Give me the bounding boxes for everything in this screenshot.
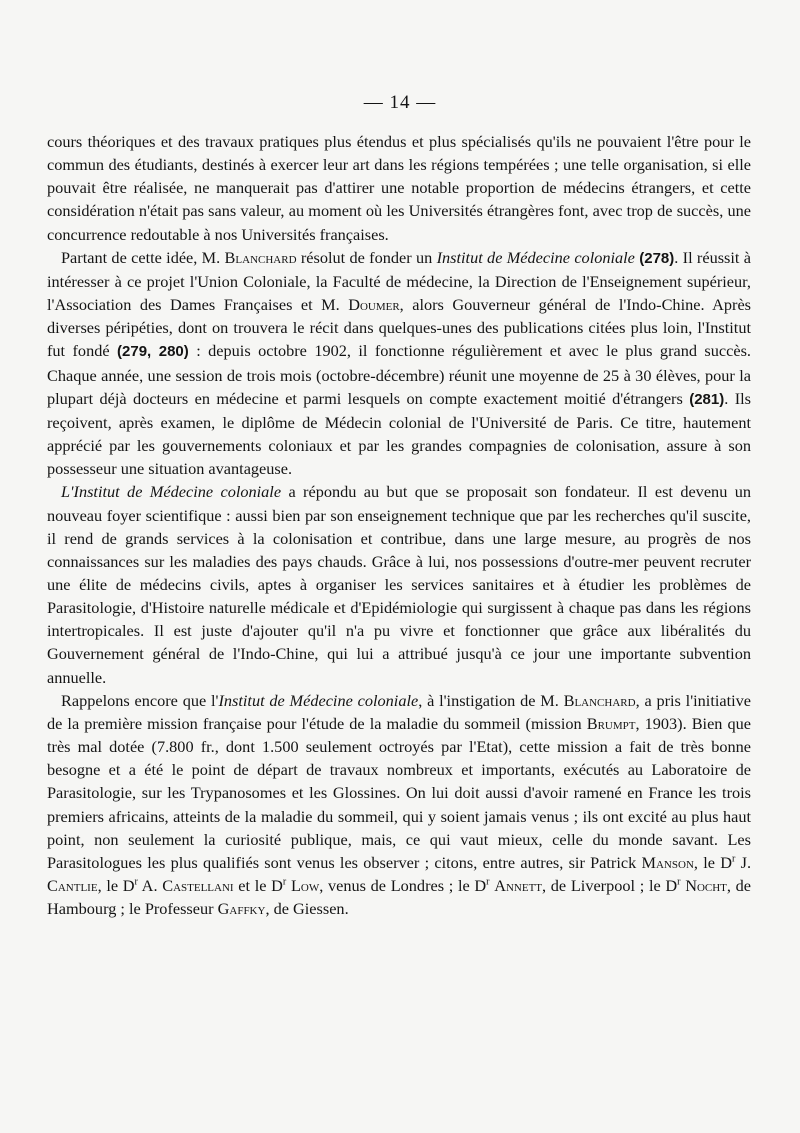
- reference-number: (279, 280): [117, 343, 189, 361]
- person-name: Blanchard: [224, 247, 297, 267]
- person-name: Gaffky: [217, 899, 266, 919]
- text-run: , de Hambourg ; le Professeur: [47, 876, 752, 919]
- italic-title: Institut de Médecine coloniale: [218, 690, 419, 710]
- text-run: , a pris l'initiative de la première mission française pour l'étude de la maladie du sommeil (mission: [47, 690, 752, 733]
- person-name: Brumpt: [586, 713, 636, 733]
- person-name: Manson: [641, 852, 694, 872]
- text-run: et le D: [233, 876, 283, 895]
- person-name: Low: [290, 876, 320, 895]
- text-run: . Il réussit à intéresser à ce projet l'Union Coloniale, la Faculté de médecine, la Direction de l'Enseignement supérieur, l'Association des Dames Françaises et M.: [47, 247, 751, 315]
- text-run: , venus de Londres ; le D: [319, 876, 487, 895]
- text-run: , à l'instigation de M.: [418, 690, 564, 710]
- superscript: r: [134, 876, 138, 888]
- superscript: r: [732, 853, 736, 865]
- paragraph-2: [47, 246, 751, 481]
- text-run: cours théoriques et des travaux pratiques plus étendus et plus spécialisés qu'ils ne pouvaient l'être pour le commun des étudiants, destinés à exercer leur art dans les régions tempérées ; une telle organisation, si elle pouvait être réalisée, ne manquerait pas d'attirer une notable proportion de médecins étrangers, et cette considération n'était pas sans valeur, au moment où les Universités étrangères font, avec trop de succès, une concurrence redoutable à nos Universités françaises.: [47, 132, 751, 244]
- person-name: Blanchard: [563, 690, 636, 710]
- paragraph-4: [47, 689, 751, 921]
- text-run: , de Giessen.: [265, 899, 349, 919]
- superscript: r: [486, 876, 490, 888]
- person-name: Doumer: [348, 295, 400, 315]
- body-text: [47, 130, 751, 920]
- text-run: , alors Gouverneur général de l'Indo-Chine. Après diverses péripéties, dont on trouvera le récit dans quelques-unes des publications citées plus loin, l'Institut fut fondé: [47, 295, 752, 361]
- person-name: Annett: [494, 876, 543, 895]
- page-number: — 14 —: [363, 92, 437, 113]
- text-run: , le D: [97, 876, 135, 895]
- person-name: Castellani: [162, 876, 234, 895]
- italic-title: Institut de Médecine coloniale: [436, 247, 635, 267]
- text-run: , le D: [693, 852, 732, 872]
- text-run: A.: [137, 876, 163, 895]
- person-name: Nocht: [685, 876, 727, 895]
- reference-number: (281): [689, 390, 725, 408]
- text-run: : depuis octobre 1902, il fonctionne régulièrement et avec le plus grand succès. Chaque année, une session de trois mois (octobre-décembre) réunit une moyenne de 25 à 30 élèves, pour la plupart déjà docteurs en médecine et parmi lesquels on compte exactement moitié d'étrangers: [47, 341, 751, 408]
- person-name: Cantlie: [47, 876, 98, 895]
- paragraph-3: [47, 480, 751, 688]
- text-run: Partant de cette idée, M.: [61, 247, 225, 267]
- italic-title: L'Institut de Médecine coloniale: [61, 482, 282, 502]
- text-run: résolut de fonder un: [296, 247, 437, 267]
- text-run: a répondu au but que se proposait son fondateur. Il est devenu un nouveau foyer scientifique : aussi bien par son enseignement technique que par les recherches qu'il suscite, il rend de grands services à la colonisation et contribue, dans une large mesure, au progrès de nos connaissances sur les maladies des pays chauds. Grâce à lui, nos possessions d'outre-mer peuvent recruter une élite de médecins civils, aptes à organiser les services sanitaires et à étudier les problèmes de Parasitologie, d'Histoire naturelle médicale et d'Epidémiologie qui surgissent à chaque pas dans les régions intertropicales. Il est juste d'ajouter qu'il n'a pu vivre et fonctionner que grâce aux libéralités du Gouvernement général de l'Indo-Chine, qui lui a attribué jusqu'à ce jour une importante subvention annuelle.: [47, 482, 752, 687]
- superscript: r: [677, 876, 681, 888]
- text-run: J.: [735, 852, 752, 872]
- text-run: , 1903). Bien que très mal dotée (7.800 fr., dont 1.500 seulement octroyés par l'Etat), cette mission a fait de très bonne besogne et a été le point de départ de travaux nombreux et importants, exécutés au Laboratoire de Parasitologie, sur les Trypanosomes et les Glossines. On lui doit aussi d'avoir ramené en France les trois premiers africains, atteints de la maladie du sommeil, qui y soient jamais venus ; ils ont excité au plus haut point, non seulement la curiosité publique, mais, ce qui vaut mieux, celle du monde savant. Les Parasitologues les plus qualifiés sont venus les observer ; citons, entre autres, sir Patrick: [47, 713, 752, 872]
- reference-number: (278): [639, 249, 675, 267]
- superscript: r: [282, 876, 287, 888]
- text-run: . Ils reçoivent, après examen, le diplôme de Médecin colonial de l'Université de Paris. Ce titre, hautement apprécié par les gouvernements coloniaux et par les grandes compagnies de colonisation, assure à son possesseur une situation avantageuse.: [47, 388, 752, 479]
- paragraph-1: [47, 130, 751, 246]
- text-run: , de Liverpool ; le D: [542, 876, 678, 895]
- text-run: Rappelons encore que l': [61, 690, 219, 710]
